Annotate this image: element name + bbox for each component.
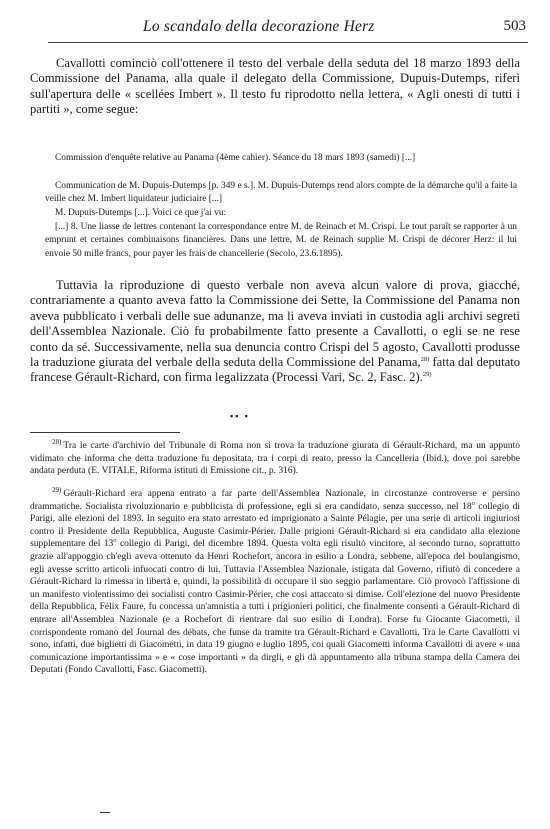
- footnote-28: [30, 437, 520, 478]
- footnote-rule: [30, 432, 180, 433]
- footnote-29: [30, 485, 520, 677]
- running-header: [48, 16, 528, 43]
- footnote-28-mark: 28): [52, 437, 62, 446]
- footnote-29-text-b: collegio di Parigi, alle elezioni del 1893. In seguito era stato arrestato ed imprigionato a Sainte Pélagie, per una serie di articoli ingiuriosi contro il Presidente della Repubblica, Auguste Casimir-Périer. Dalle prigioni Gérault-Richard si era candidato alla elezione supplementare del 13: [30, 501, 520, 550]
- paragraph-tuttavia-text-b: fatta dal deputato francese Gérault-Richard, con firma legalizzata (Processi Vari, Sc. 2, Fasc. 2).: [30, 355, 520, 385]
- quote-line-commission: Commission d'enquête relative au Panama (4ème cahier). Séance du 18 mars 1893 (samedi) [...]: [55, 153, 416, 163]
- page-number: 503: [503, 18, 526, 34]
- ordinal-superscript: o: [113, 537, 117, 545]
- quote-line-communication: Communication de M. Dupuis-Dutemps [p. 349 e s.]. M. Dupuis-Dutemps rend alors compte de la démarche qu'il a faite la veille chez M. Imbert liquidateur judiciaire [...]: [45, 181, 517, 205]
- footnote-29-text-a: Gérault-Richard era appena entrato a far parte dell'Assemblea Nazionale, in circostanze controverse e persino drammatiche. Socialista rivoluzionario e pubblicista di professione, egli si era candidato, senza successo, nel 18: [30, 489, 520, 512]
- paragraph-intro: Cavallotti cominciò coll'ottenere il testo del verbale della seduta del 18 marzo 1893 della Commissione del Panama, alla quale il delegato della Commissione, Dupuis-Dutemps, riferì sull'apertura delle « scellées Imbert ». Il testo fu riprodotto nella lettera, « Agli onesti di tutti i partiti », come segue:: [30, 56, 520, 117]
- footnote-ref-29[interactable]: 29): [422, 371, 432, 379]
- bottom-mark: [100, 812, 110, 813]
- footnote-28-text: Tra le carte d'archivio del Tribunale di Roma non si trova la traduzione giurata di Gérault-Richard, ma un appunto vidimato che informa che detta traduzione fu depositata, tra i corpi di reato, presso la Cancelleria (Ibid.), dove poi sarebbe andata perduta (E. VITALE, Riforma istituti di Emissione cit., p. 316).: [30, 441, 520, 477]
- quote-line-liasse: [...] 8. Une liasse de lettres contenant la correspondance entre M. de Reinach et M. Crispi. Le tout paraît se rapporter à un emprunt et certaines combinaisons financières. Dans une lettre, M. de Reinach supplie M. Crispi de décorer Herz: il lui envoie 50 mille francs, pour payer les frais de chancellerie (Secolo, 23.6.1895).: [45, 222, 517, 259]
- running-title: Lo scandalo della decorazione Herz: [143, 18, 375, 35]
- footnote-29-mark: 29): [52, 485, 62, 494]
- quote-line-dupuis: M. Dupuis-Dutemps [...]. Voici ce que j'ai vu:: [55, 208, 227, 218]
- ordinal-superscript: o: [471, 499, 475, 507]
- paragraph-tuttavia: [30, 278, 520, 386]
- paragraph-tuttavia-text-a: Tuttavia la riproduzione di questo verbale non aveva alcun valore di prova, giacché, contrariamente a quanto aveva fatto la Commissione dei Sette, la Commissione del Panama non aveva pubblicato i verbali delle sue adunanze, ma li aveva inviati in custodia agli archivi segreti dell'Assemblea Nazionale. Ciò fu probabilmente fatto presente a Cavallotti, o egli se ne rese conto da sé. Successivamente, nella sua denuncia contro Crispi del 5 agosto, Cavallotti produsse la traduzione giurata del verbale della seduta della Commissione del Panama,: [30, 278, 520, 370]
- footnote-29-text-c: collegio di Parigi, del dicembre 1894. Questa volta egli risultò vincitore, al secondo turno, soprattutto grazie all'appoggio ch'egli aveva ottenuto da Henri Rochefort, ancora in esilio a Londra, sebbene, all'epoca del boulangismo, egli avesse scritto articoli infuocati contro di lui. Tuttavia l'Assemblea Nazionale, istigata dal Governo, rifiutò di concedere a Gérault-Richard la rimessa in libertà e, quindi, la possibilità di occupare il suo seggio parlamentare. Ciò provocò l'affissione di un manifesto violentissimo dei socialisti contro Casimir-Périer, che così attaccato si dimise. Coll'elezione del nuovo Presidente della Repubblica, Félix Faure, fu concessa un'amnistia a tutti i prigionieri politici, che finalmente consentì a Gérault-Richard di entrare all'Assemblea Nazionale (e a Rochefort di rientrare dal suo esilio di Londra). Forse fu Giocante Giacometti, il corrispondente romano del Journal des débats, che funse da tramite tra Gérault-Richard e Cavallotti. Tra le Carte Cavallotti vi sono, infatti, due biglietti di Giacometti, in data 19 giugno e luglio 1895, coi quali Giacometti informa Cavallotti di avere « una comunicazione importantissima » e « cose importanti » da dirgli, e gli dà appuntamento alla tribuna stampa della Camera dei Deputati (Fondo Cavallotti, Fasc. Giacometti).: [30, 539, 520, 676]
- footnote-ref-28[interactable]: 28): [420, 355, 430, 363]
- section-ornament: ▪▪ ▪: [230, 411, 250, 421]
